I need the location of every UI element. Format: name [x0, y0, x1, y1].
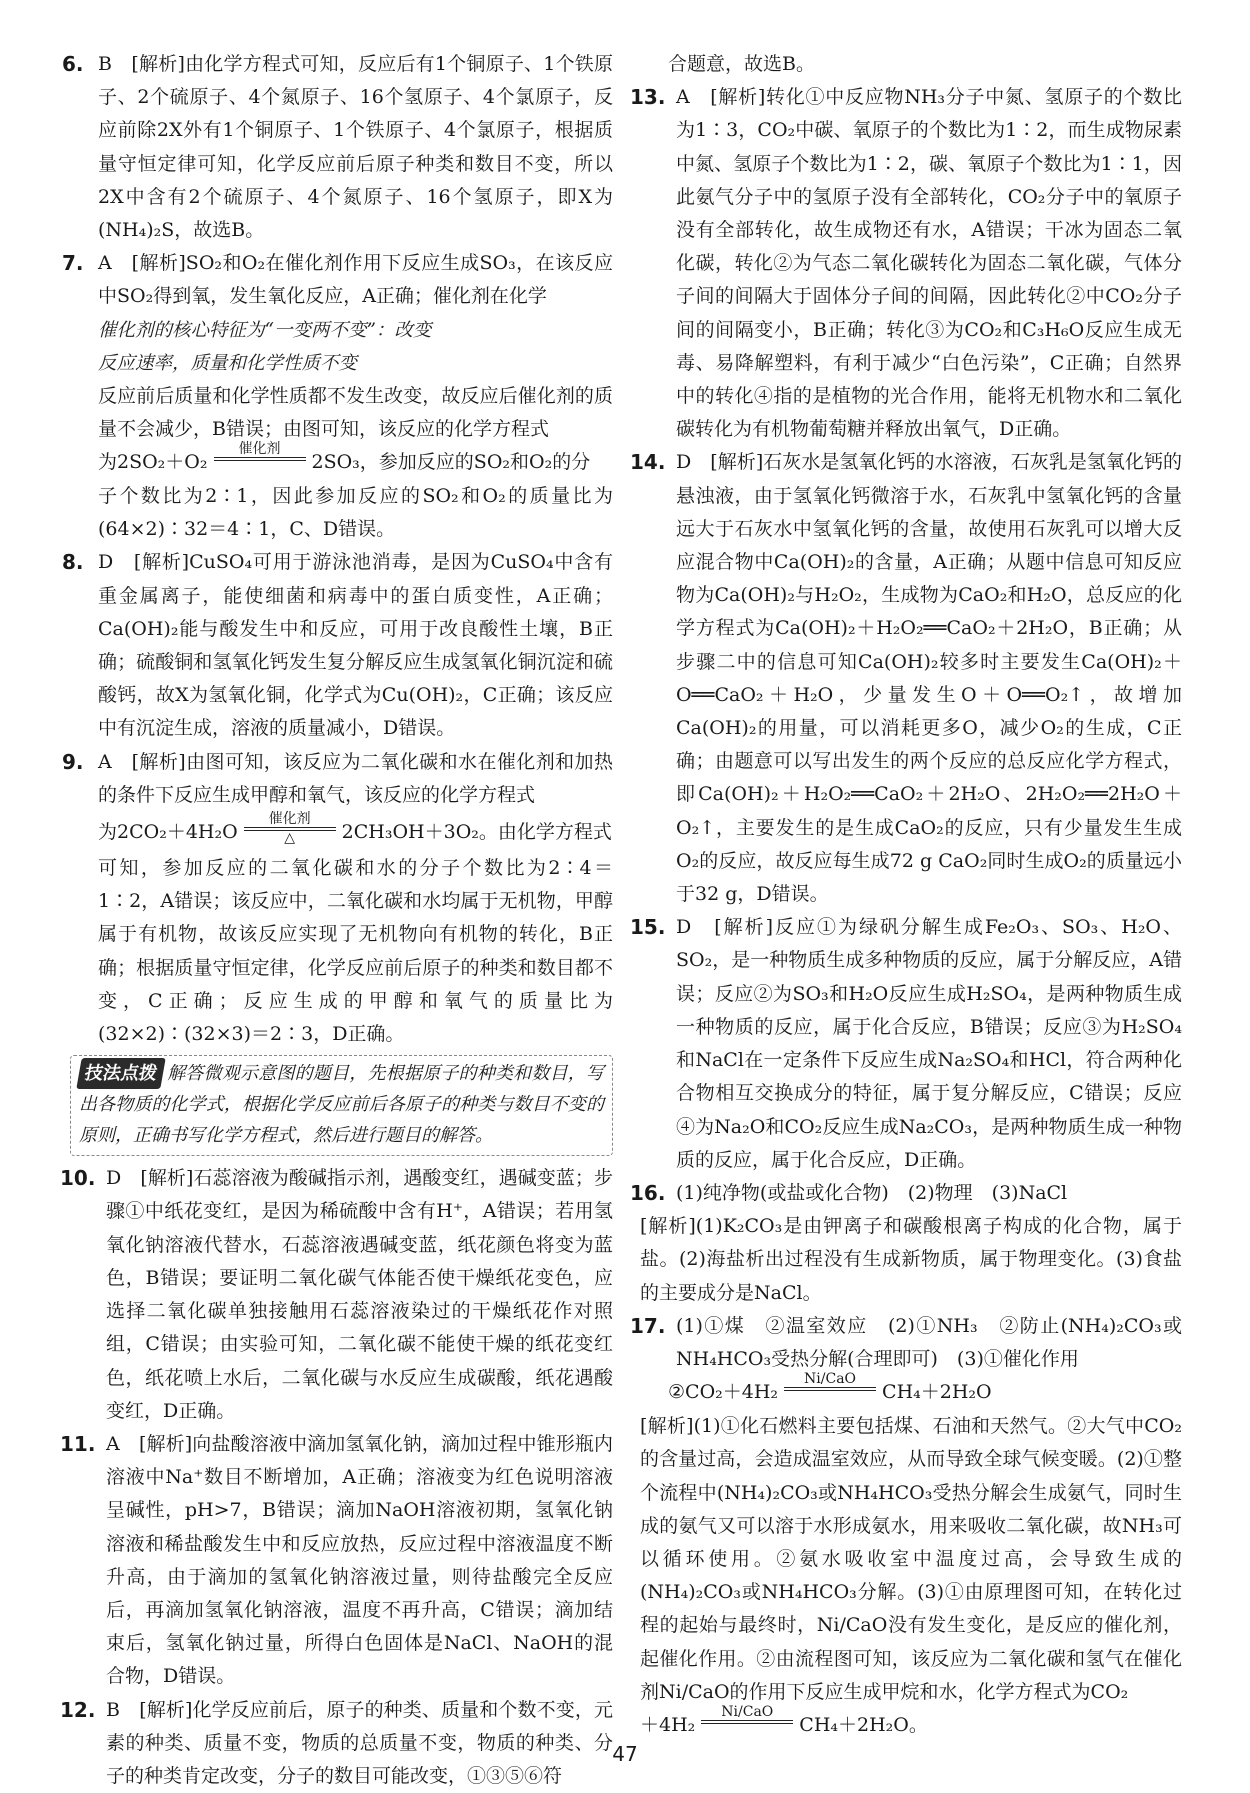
answer-item-8	[62, 546, 613, 745]
question-number: 12.	[60, 1697, 96, 1722]
answer-text: 子个数比为2∶1，因此参加反应的SO₂和O₂的质量比为(64×2)∶32＝4∶1，C、D错误。	[98, 485, 613, 541]
answer-item-14	[630, 446, 1182, 911]
answer-text: B [解析]由化学方程式可知，反应后有1个铜原子、1个铁原子、2个硫原子、4个氮原子、16个氢原子、4个氯原子，反应前除2X外有1个铜原子、1个铁原子、4个氯原子，根据质量守恒定律可知，化学反应前后原子种类和数目不变，所以2X中含有2个硫原子、4个氮原子、16个氢原子，即X为(NH₄)₂S，故选B。	[98, 53, 613, 242]
answer-item-13	[630, 81, 1182, 446]
answer-text: B [解析]化学反应前后，原子的种类、质量和个数不变，元素的种类、质量不变，物质的总质量不变，物质的种类、分子的种类肯定改变，分子的数目可能改变，①③⑤⑥符	[106, 1698, 613, 1787]
handwritten-note: 反应速率，质量和化学性质不变	[98, 352, 358, 374]
answer-item-6	[62, 48, 613, 247]
answer-text: A [解析]转化①中反应物NH₃分子中氮、氢原子的个数比为1∶3，CO₂中碳、氧原子的个数比为1∶2，而生成物尿素中氮、氢原子个数比为1∶2，碳、氧原子个数比为1∶1，因此氨气分子中的氢原子没有全部转化，CO₂分子中的氧原子没有全部转化，故生成物还有水，A错误；干冰为固态二氧化碳，转化②为气态二氧化碳转化为固态二氧化碳，气体分子间的间隔大于固体分子间的间隔，因此转化②中CO₂分子间的间隔变小，B正确；转化③为CO₂和C₃H₆O反应生成无毒、易降解塑料，有利于减少“白色污染”，C正确；自然界中的转化④指的是植物的光合作用，能将无机物水和二氧化碳转化为有机物葡萄糖并释放出氧气，D正确。	[676, 86, 1182, 441]
answer-text: D [解析]石蕊溶液为酸碱指示剂，遇酸变红，遇碱变蓝；步骤①中纸花变红，是因为稀硫酸中含有H⁺，A错误；若用氢氧化钠溶液代替水，石蕊溶液遇碱变蓝，纸花颜色将变为蓝色，B错误；要证明二氧化碳气体能否使干燥纸花变色，应选择二氧化碳单独接触用石蕊溶液染过的干燥纸花作对照组，C错误；由实验可知，二氧化碳不能使干燥的纸花变红色，纸花喷上水后，二氧化碳与水反应生成碳酸，纸花遇酸变红，D正确。	[106, 1167, 613, 1422]
answer-text: A [解析]SO₂和O₂在催化剂作用下反应生成SO₃，在该反应中SO₂得到氧，发生氧化反应，A正确；催化剂在化学	[98, 252, 613, 308]
answer-item-9	[62, 746, 613, 812]
question-number: 10.	[60, 1166, 96, 1191]
chemical-equation: ②CO₂＋4H₂ Ni/CaO CH₄＋2H₂O	[640, 1376, 1182, 1410]
answer-text: A [解析]由图可知，该反应为二氧化碳和水在催化剂和加热的条件下反应生成甲醇和氧气，该反应的化学方程式	[98, 750, 613, 806]
question-number: 16.	[630, 1180, 666, 1205]
answer-text: D [解析]CuSO₄可用于游泳池消毒，是因为CuSO₄中含有重金属离子，能使细菌和病毒中的蛋白质变性，A正确；Ca(OH)₂能与酸发生中和反应，可用于改良酸性土壤，B正确；硫酸铜和氢氧化钙发生复分解反应生成氢氧化铜沉淀和硫酸钙，故X为氢氧化铜，化学式为Cu(OH)₂，C正确；该反应中有沉淀生成，溶液的质量减小，D错误。	[98, 551, 613, 740]
reaction-condition: 催化剂	[214, 442, 306, 476]
question-number: 9.	[62, 749, 84, 774]
left-column	[60, 48, 613, 1793]
answer-item-16	[630, 1177, 1182, 1210]
answer-item-15	[630, 911, 1182, 1177]
reaction-condition: 催化剂 △	[244, 812, 336, 846]
tip-text: 解答微观示意图的题目，先根据原子的种类和数目，写出各物质的化学式，根据化学反应前后各原子的种类与数目不变的原则，正确书写化学方程式，然后进行题目的解答。	[79, 1063, 604, 1147]
question-number: 15.	[630, 915, 666, 940]
answer-item-7	[62, 247, 613, 313]
answer-text: A [解析]向盐酸溶液中滴加氢氧化钠，滴加过程中锥形瓶内溶液中Na⁺数目不断增加，A正确；溶液变为红色说明溶液呈碱性，pH>7，B错误；滴加NaOH溶液初期，氢氧化钠溶液和稀盐酸发生中和反应放热，反应过程中溶液温度不断升高，由于滴加的氢氧化钠溶液过量，则待盐酸完全反应后，再滴加氢氧化钠溶液，温度不再升高，C错误；滴加结束后，氢氧化钠过量，所得白色固体是NaCl、NaOH的混合物，D错误。	[106, 1432, 613, 1688]
question-number: 17.	[630, 1313, 666, 1338]
question-number: 13.	[630, 85, 666, 110]
chemical-equation: 为2SO₂＋O₂ 催化剂 2SO₃，参加反应的SO₂和O₂的分	[70, 446, 613, 480]
answer-text: 反应前后质量和化学性质都不发生改变，故反应后催化剂的质量不会减少，B错误；由图可知，该反应的化学方程式	[98, 384, 613, 440]
tip-box	[70, 1055, 613, 1156]
handwritten-note: 催化剂的核心特征为“一变两不变”：改变	[98, 319, 432, 341]
explanation-text: [解析](1)①化石燃料主要包括煤、石油和天然气。②大气中CO₂的含量过高，会造成温室效应，从而导致全球气候变暖。(2)①整个流程中(NH₄)₂CO₃或NH₄HCO₃受热分解会生成氨气，同时生成的氨气又可以溶于水形成氨水，用来吸收二氧化碳，故NH₃可以循环使用。②氨水吸收室中温度过高，会导致生成的(NH₄)₂CO₃或NH₄HCO₃分解。(3)①由原理图可知，在转化过程的起始与最终时，Ni/CaO没有发生变化，是反应的催化剂，起催化作用。②由流程图可知，该反应为二氧化碳和氢气在催化剂Ni/CaO的作用下反应生成甲烷和水，化学方程式为CO₂	[640, 1415, 1182, 1703]
answer-text: (1)纯净物(或盐或化合物) (2)物理 (3)NaCl	[676, 1181, 1068, 1204]
chemical-equation: ＋4H₂ Ni/CaO CH₄＋2H₂O。	[640, 1709, 1182, 1743]
tip-label: 技法点拨	[76, 1058, 165, 1089]
answer-item-17	[630, 1310, 1182, 1376]
page-number: 47	[612, 1742, 638, 1766]
answer-text: 合题意，故选B。	[668, 53, 815, 75]
question-number: 6.	[62, 52, 84, 76]
question-number: 7.	[62, 251, 84, 276]
answer-item-10	[60, 1162, 613, 1428]
question-number: 8.	[62, 550, 84, 575]
reaction-condition: Ni/CaO	[784, 1372, 876, 1406]
question-number: 11.	[60, 1431, 96, 1456]
answer-text: 可知，参加反应的二氧化碳和水的分子个数比为2∶4＝1∶2，A错误；该反应中，二氧化碳和水均属于无机物，甲醇属于有机物，故该反应实现了无机物向有机物的转化，B正确；根据质量守恒定律，化学反应前后原子的种类和数目都不变，C正确；反应生成的甲醇和氧气的质量比为(32×2)∶(32×3)＝2∶3，D正确。	[98, 857, 613, 1046]
answer-text: D [解析]反应①为绿矾分解生成Fe₂O₃、SO₃、H₂O、SO₂，是一种物质生成多种物质的反应，属于分解反应，A错误；反应②为SO₃和H₂O反应生成H₂SO₄，是两种物质生成一种物质的反应，属于化合反应，B错误；反应③为H₂SO₄和NaCl在一定条件下反应生成Na₂SO₄和HCl，符合两种化合物相互交换成分的特征，属于复分解反应，C错误；反应④为Na₂O和CO₂反应生成Na₂CO₃，是两种物质生成一种物质的反应，属于化合反应，D正确。	[676, 916, 1182, 1171]
answer-text: D [解析]石灰水是氢氧化钙的水溶液，石灰乳是氢氧化钙的悬浊液，由于氢氧化钙微溶于水，石灰乳中氢氧化钙的含量远大于石灰水中氢氧化钙的含量，故使用石灰乳可以增大反应混合物中Ca(OH)₂的含量，A正确；从题中信息可知反应物为Ca(OH)₂与H₂O₂，生成物为CaO₂和H₂O，总反应的化学方程式为Ca(OH)₂＋H₂O₂══CaO₂＋2H₂O，B正确；从步骤二中的信息可知Ca(OH)₂较多时主要发生Ca(OH)₂＋O══CaO₂＋H₂O，少量发生O＋O══O₂↑，故增加Ca(OH)₂的用量，可以消耗更多O，减少O₂的生成，C正确；由题意可以写出发生的两个反应的总反应化学方程式，即Ca(OH)₂＋H₂O₂══CaO₂＋2H₂O、2H₂O₂══2H₂O＋O₂↑，主要发生的是生成CaO₂的反应，只有少量发生生成O₂的反应，故反应每生成72 g CaO₂同时生成O₂的质量远小于32 g，D错误。	[676, 451, 1182, 906]
chemical-equation: 为2CO₂＋4H₂O 催化剂 △ 2CH₃OH＋3O₂。由化学方程式	[98, 811, 612, 847]
right-column	[630, 48, 1182, 1743]
answer-text: (1)①煤 ②温室效应 (2)①NH₃ ②防止(NH₄)₂CO₃或NH₄HCO₃受热分解(合理即可) (3)①催化作用	[676, 1314, 1182, 1370]
reaction-condition: Ni/CaO	[701, 1705, 793, 1739]
answer-item-11	[60, 1428, 613, 1694]
explanation-text: [解析](1)K₂CO₃是由钾离子和碳酸根离子构成的化合物，属于盐。(2)海盐析出过程没有生成新物质，属于物理变化。(3)食盐的主要成分是NaCl。	[640, 1215, 1182, 1304]
question-number: 14.	[630, 450, 666, 475]
